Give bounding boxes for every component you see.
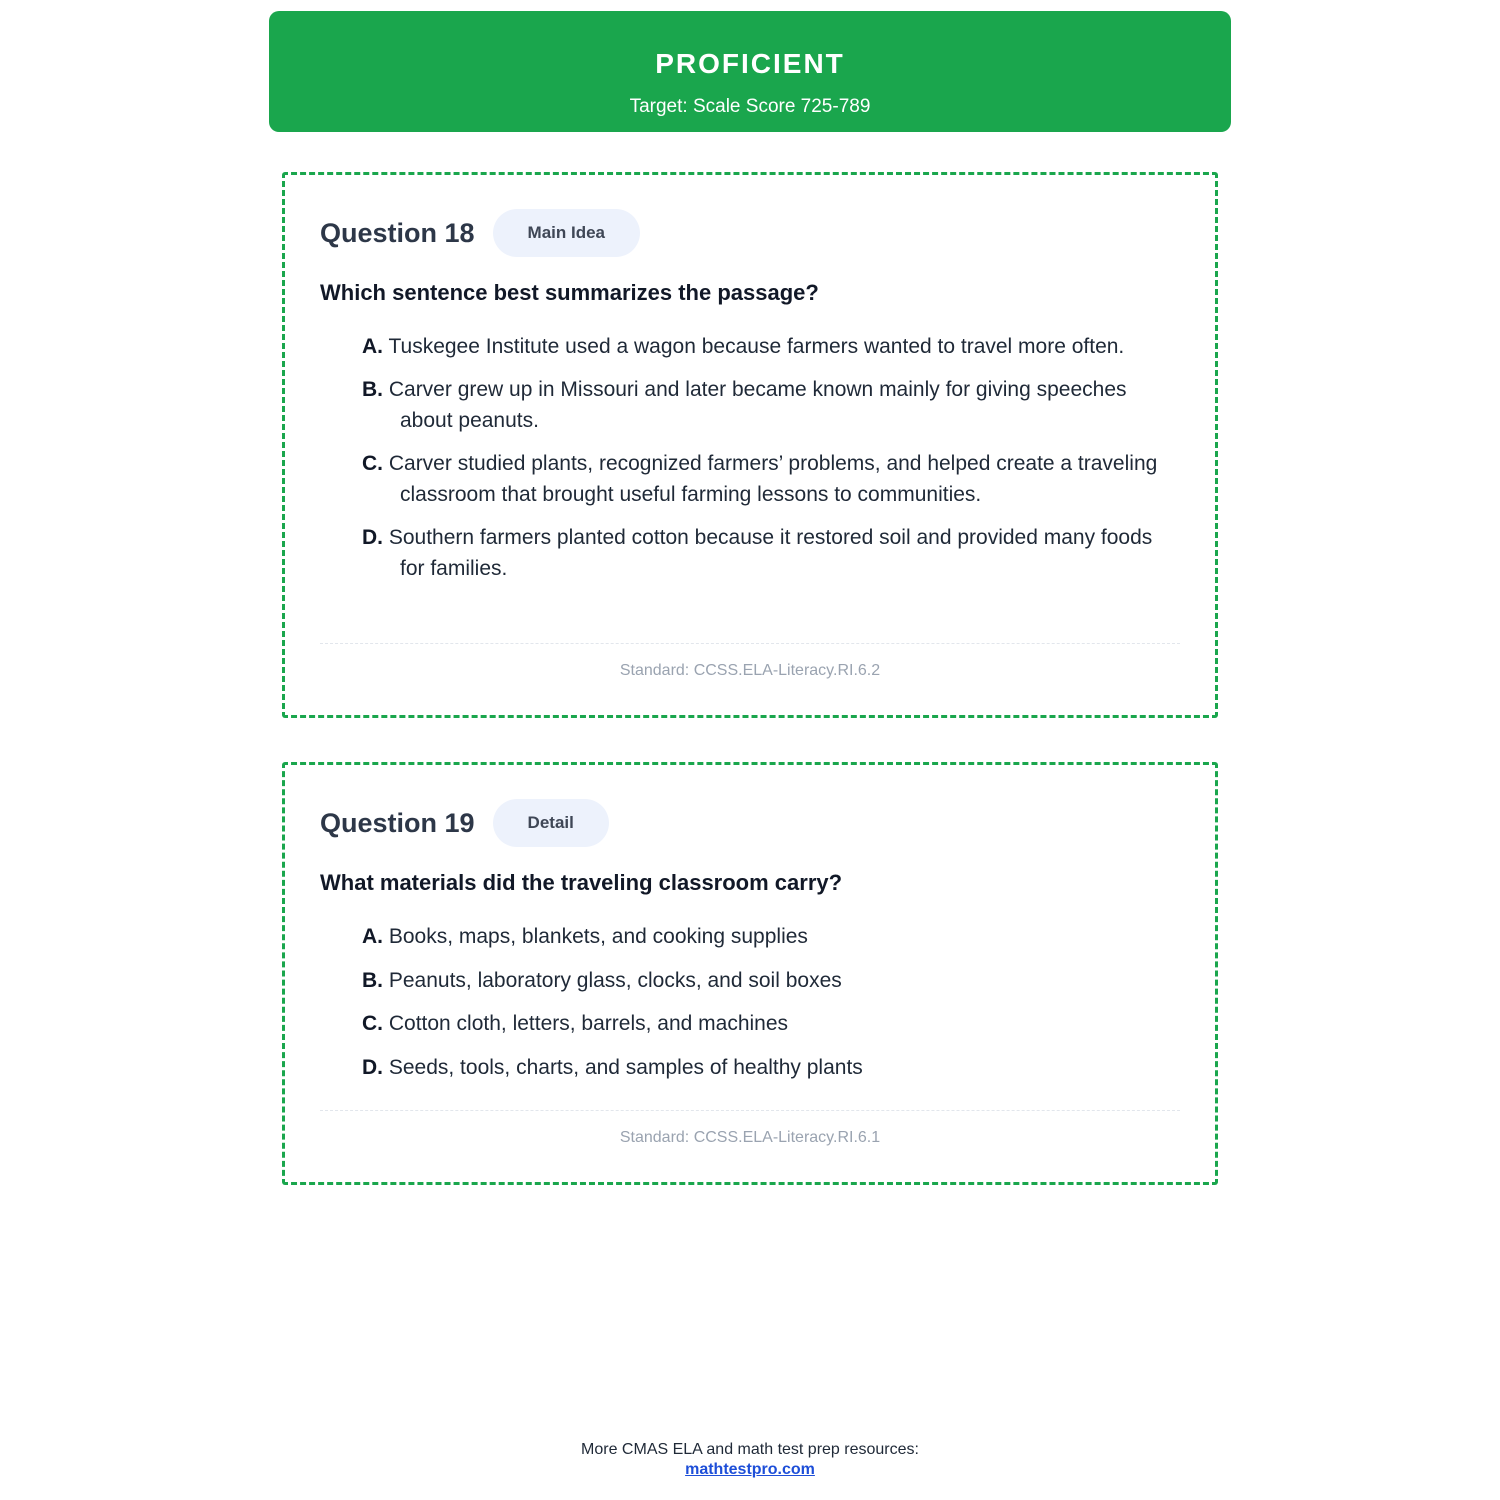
option-letter: A. <box>362 925 383 948</box>
standard-label: Standard: CCSS.ELA-Literacy.RI.6.1 <box>619 1129 881 1146</box>
answer-option-a[interactable] <box>362 921 1180 952</box>
answer-options <box>362 331 1180 596</box>
option-text: Tuskegee Institute used a wagon because farmers wanted to travel more often. <box>388 335 1125 358</box>
banner-title: PROFICIENT <box>655 48 845 79</box>
option-letter: C. <box>362 452 383 475</box>
answer-option-d[interactable] <box>362 522 1180 584</box>
option-letter: D. <box>362 526 383 549</box>
proficiency-banner <box>269 11 1231 132</box>
question-tag: Main Idea <box>493 209 640 257</box>
option-text: Southern farmers planted cotton because it restored soil and provided many foods for families. <box>388 526 1153 580</box>
option-text: Cotton cloth, letters, barrels, and machines <box>388 1012 789 1035</box>
footer-link[interactable]: mathtestpro.com <box>685 1461 815 1478</box>
answer-options <box>362 921 1180 1095</box>
question-prompt: What materials did the traveling classroom carry? <box>320 870 843 895</box>
question-header <box>320 798 609 848</box>
question-number: Question 19 <box>320 808 475 838</box>
answer-option-c[interactable] <box>362 448 1180 510</box>
option-text: Carver studied plants, recognized farmers’ problems, and helped create a traveling classroom that brought useful farming lessons to communities. <box>388 452 1158 506</box>
divider <box>320 1110 1180 1111</box>
option-text: Seeds, tools, charts, and samples of healthy plants <box>388 1055 863 1079</box>
question-card-18 <box>282 172 1218 718</box>
option-letter: B. <box>362 378 383 401</box>
standard-label: Standard: CCSS.ELA-Literacy.RI.6.2 <box>619 662 881 679</box>
question-number: Question 18 <box>320 218 475 248</box>
option-text: Carver grew up in Missouri and later became known mainly for giving speeches about peanuts. <box>388 378 1127 432</box>
footer <box>0 1440 1500 1480</box>
option-text: Books, maps, blankets, and cooking supplies <box>388 925 808 948</box>
question-header <box>320 208 640 258</box>
question-prompt: Which sentence best summarizes the passage? <box>320 280 819 305</box>
banner-subtitle: Target: Scale Score 725-789 <box>629 96 871 117</box>
question-card-19 <box>282 762 1218 1185</box>
answer-option-b[interactable] <box>362 374 1180 436</box>
option-letter: A. <box>362 335 383 358</box>
answer-option-b[interactable] <box>362 965 1180 996</box>
option-letter: B. <box>362 968 383 992</box>
option-letter: C. <box>362 1012 383 1035</box>
answer-option-c[interactable] <box>362 1008 1180 1039</box>
footer-text: More CMAS ELA and math test prep resources: <box>581 1441 919 1458</box>
answer-option-d[interactable] <box>362 1052 1180 1083</box>
answer-option-a[interactable] <box>362 331 1180 362</box>
question-tag: Detail <box>493 799 609 847</box>
option-text: Peanuts, laboratory glass, clocks, and soil boxes <box>388 968 842 992</box>
option-letter: D. <box>362 1055 383 1079</box>
divider <box>320 643 1180 644</box>
